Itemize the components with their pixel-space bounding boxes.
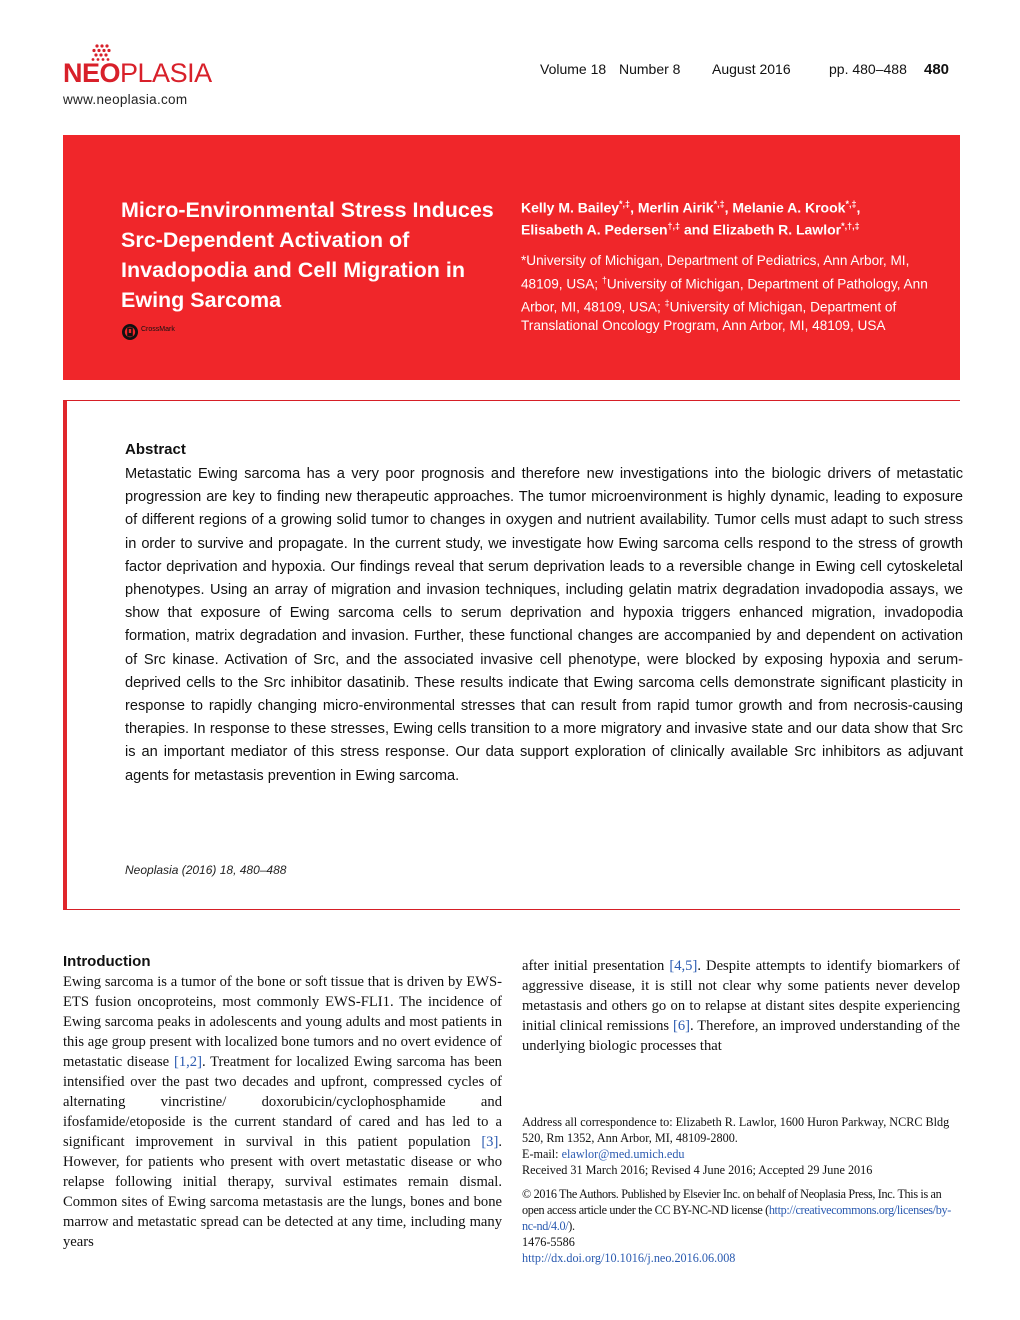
affiliations [521, 252, 941, 335]
author-affiliation-mark: †,‡ [667, 220, 681, 231]
copyright-notice [522, 1186, 962, 1234]
author-list [521, 195, 941, 238]
correspondence-address: Address all correspondence to: Elizabeth R. Lawlor, 1600 Huron Parkway, NCRC Bldg 520, Rm 1352, Ann Arbor, MI, 48109-2800. [522, 1115, 950, 1145]
author-separator: , [630, 199, 638, 216]
page-number: 480 [924, 61, 950, 78]
crossmark-badge[interactable] [121, 323, 191, 341]
site-url[interactable]: www.neoplasia.com [63, 92, 188, 107]
title-banner [63, 135, 960, 380]
issue-number: Number 8 [619, 61, 681, 77]
author-name: Elisabeth A. Pedersen [521, 221, 668, 238]
intro-text: . Treatment for localized Ewing sarcoma has been intensified over the past two decades and upfront, compressed cycles of alternating vincristine/ doxorubicin/cyclophosphamide and ifosfamide/etoposide is the current standard of cared and has led to a significant improvement in survival in this patient population [63, 1054, 502, 1150]
issue-date: August 2016 [712, 61, 791, 77]
author-affiliation-mark: *,‡ [713, 199, 725, 209]
logo-wordmark: NEOPLASIA [63, 58, 212, 88]
journal-citation: Neoplasia (2016) 18, 480–488 [125, 863, 287, 877]
doi-link[interactable]: http://dx.doi.org/10.1016/j.neo.2016.06.008 [522, 1251, 736, 1265]
intro-text: Ewing sarcoma is a tumor of the bone or soft tissue that is driven by EWS-ETS fusion oncoproteins, most commonly EWS-FLI1. The incidence of Ewing sarcoma peaks in adolescents and young adults and most patients in this age group present with localized bone tumors and no overt evidence of metastatic disease [63, 974, 502, 1070]
received-dates: Received 31 March 2016; Revised 4 June 2016; Accepted 29 June 2016 [522, 1163, 873, 1177]
introduction-heading: Introduction [63, 953, 151, 970]
intro-text: . Therefore, an improved understanding of the underlying biologic processes that [522, 1018, 960, 1054]
affiliation-text: University of Michigan, Department of Pediatrics, Ann Arbor, MI, 48109, USA; [521, 253, 910, 292]
intro-right-column [522, 956, 960, 1056]
author-affiliation-mark: *,‡ [845, 199, 857, 209]
email-link[interactable]: elawlor@med.umich.edu [561, 1147, 685, 1161]
article-title: Micro-Environmental Stress Induces Src-Dependent Activation of Invadopodia and Cell Migration in Ewing Sarcoma [121, 198, 494, 312]
author-name: Melanie A. Krook [732, 199, 846, 216]
issue-line [540, 61, 960, 79]
author-separator: and [680, 221, 713, 238]
author-name: Merlin Airik [637, 199, 714, 216]
email-label: E-mail: [522, 1147, 562, 1161]
correspondence-footnote [522, 1114, 962, 1266]
license-link[interactable]: http://creativecommons.org/licenses/by-nc-nd/4.0/ [522, 1203, 951, 1233]
copyright-text: © 2016 The Authors. Published by Elsevier Inc. on behalf of Neoplasia Press, Inc. This is an open access article under the CC BY-NC-ND license ( [522, 1187, 942, 1217]
affiliation-mark: † [601, 274, 607, 285]
crossmark-label: CrossMark [141, 326, 175, 333]
affiliation-text: University of Michigan, Department of Translational Oncology Program, Ann Arbor, MI, 48109, USA [521, 299, 897, 333]
author-name: Elizabeth R. Lawlor [712, 221, 842, 238]
abstract-heading: Abstract [125, 441, 186, 458]
affiliation-mark: * [521, 253, 527, 268]
intro-text: after initial presentation [522, 958, 670, 974]
affiliation-text: University of Michigan, Department of Pathology, Ann Arbor, MI, 48109, USA; [521, 276, 928, 315]
affiliation-mark: ‡ [664, 297, 670, 308]
intro-text: . Despite attempts to identify biomarkers of aggressive disease, it is still not clear why some patients never develop metastasis and others go on to relapse at distant sites despite experiencing initial clinical remissions [522, 958, 961, 1034]
email-line [522, 1146, 962, 1162]
abstract-box [63, 400, 963, 910]
author-name: Kelly M. Bailey [521, 199, 620, 216]
author-separator: , [856, 199, 861, 216]
intro-text: . However, for patients who present with overt metastatic disease or who relapse following initial therapy, survival estimates remain dismal. Common sites of Ewing sarcoma metastasis are the lungs, bones and bone marrow and metastatic spread can be detected at any time, including many years [63, 1134, 502, 1250]
neoplasia-logo[interactable] [63, 44, 223, 88]
copyright-text-end: ). [568, 1219, 575, 1233]
author-affiliation-mark: *,†,‡ [841, 220, 860, 231]
reference-link[interactable]: [3] [481, 1134, 499, 1150]
reference-link[interactable]: [6] [672, 1018, 690, 1034]
abstract-text: Metastatic Ewing sarcoma has a very poor prognosis and therefore new investigations into the biologic drivers of metastatic progression are key to finding new therapeutic approaches. The tumor microenvironment is highly dynamic, leading to exposure of different regions of a growing solid tumor to changes in oxygen and nutrient availability. Tumor cells must adapt to such stress in order to survive and propagate. In the current study, we investigate how Ewing sarcoma cells respond to the stress of growth factor deprivation and hypoxia. Our findings reveal that serum deprivation leads to a reversible change in Ewing cell cytoskeletal phenotypes. Using an array of migration and invasion techniques, including gelatin matrix degradation invadopodia assays, we show that exposure of Ewing sarcoma cells to serum deprivation and hypoxia triggers enhanced migration, invadopodia formation, matrix degradation and invasion. Further, these functional changes are accompanied by and dependent on activation of Src kinase. Activation of Src, and the associated invasive cell phenotype, were blocked by exposing hypoxia and serum-deprived cells to the Src inhibitor dasatinib. These results indicate that Ewing sarcoma cells demonstrate significant plasticity in response to rapidly changing micro-environmental stresses that can result from rapid tumor growth and from necrosis-causing therapies. In response to these stresses, Ewing cells transition to a more migratory and invasive state and our data show that Src is an important mediator of this stress response. Our data support exploration of clinically available Src inhibitors as adjuvant agents for metastasis prevention in Ewing sarcoma. [125, 466, 963, 784]
reference-link[interactable]: [1,2] [173, 1054, 202, 1070]
author-separator: , [724, 199, 733, 216]
page-range: pp. 480–488 [829, 61, 907, 77]
volume: Volume 18 [540, 61, 607, 77]
issn: 1476-5586 [522, 1235, 575, 1249]
intro-left-column [63, 972, 502, 1252]
author-affiliation-mark: *,‡ [619, 199, 631, 209]
reference-link[interactable]: [4,5] [669, 958, 698, 974]
